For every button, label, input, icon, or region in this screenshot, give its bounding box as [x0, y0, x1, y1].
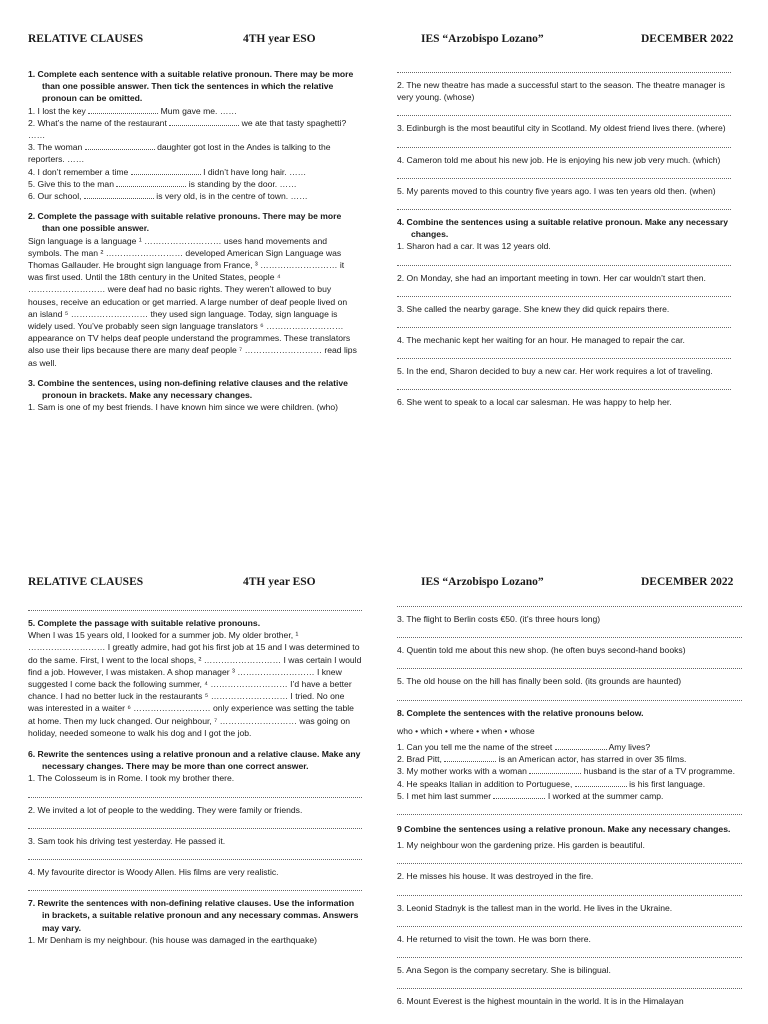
exercise-7-item: 1. Mr Denham is my neighbour. (his house was damaged in the earthquake)	[28, 934, 318, 945]
exercise-6-item: 4. My favourite director is Woody Allen. His films are very realistic.	[28, 867, 279, 878]
exercise-1-item: 5. Give this to the man is standing by the door. ……	[28, 178, 297, 189]
exercise-6-title: 6. Rewrite the sentences using a relative pronoun and a relative clause. Make any necessary changes. There may be more than one correct answer.	[28, 749, 361, 772]
answer-line	[397, 138, 731, 148]
exercise-9-item: 4. He returned to visit the town. He was born there.	[397, 933, 591, 944]
exercise-6-item: 1. The Colosseum is in Rome. I took my brother there.	[28, 773, 235, 784]
answer-line	[28, 788, 362, 798]
exercise-8-item: 5. I met him last summer I worked at the summer camp.	[397, 790, 664, 801]
answer-line	[397, 349, 731, 359]
school-name: IES “Arzobispo Lozano”	[421, 33, 544, 45]
exercise-4-item: 4. The mechanic kept her waiting for an hour. He managed to repair the car.	[397, 335, 685, 346]
worksheet-date: DECEMBER 2022	[641, 576, 734, 588]
exercise-1-item: 3. The woman daughter got lost in the Andes is talking to the reporters. ……	[28, 142, 331, 165]
exercise-2-passage: Sign language is a language ¹ ……………………… uses hand movements and symbols. The man ² ……………………… developed American Sign Language was Thomas Gallauder. He brought sign language from France, ³ ……………………… it was first used. Until the 18th century in the United States, people ⁴ ……………………… were deaf had no basic rights. They weren’t allowed to buy houses, receive an education or get married. A large number of deaf people lived on an island ⁵ ……………………… they used sign language. Today, sign language is widely used. You’ve probably seen sign language translators ⁶ ……………………… appearance on TV helps deaf people understand the programmes. These translators also use their lips because there are many deaf people ⁷ ……………………… read lips as well.	[28, 235, 357, 368]
exercise-1-item: 2. What’s the name of the restaurant we ate that tasty spaghetti? ……	[28, 117, 347, 141]
exercise-4-item: 5. In the end, Sharon decided to buy a new car. Her work requires a lot of traveling.	[397, 366, 713, 377]
exercise-8-item: 1. Can you tell me the name of the street Amy lives?	[397, 742, 651, 753]
answer-line	[397, 597, 742, 607]
exercise-6-item: 2. We invited a lot of people to the wedding. They were family or friends.	[28, 804, 303, 815]
exercise-9-item: 5. Ana Segon is the company secretary. She is bilingual.	[397, 965, 611, 976]
answer-line	[397, 659, 742, 669]
exercise-9-item: 6. Mount Everest is the highest mountain in the world. It is in the Himalayan	[397, 996, 684, 1007]
exercise-7-item: 5. The old house on the hill has finally been sold. (its grounds are haunted)	[397, 676, 682, 687]
exercise-1-title: 1. Complete each sentence with a suitable relative pronoun. There may be more than one possible answer. Then tick the sentences in which the relative pronoun can be omitted.	[28, 69, 354, 104]
answer-line	[397, 200, 731, 210]
top-left-column	[28, 62, 358, 413]
exercise-4-item: 3. She called the nearby garage. She knew they did quick repairs there.	[397, 303, 670, 314]
exercise-9-item: 1. My neighbour won the gardening prize. His garden is beautiful.	[397, 840, 645, 851]
exercise-8-item: 4. He speaks Italian in addition to Portuguese, is his first language.	[397, 778, 706, 789]
exercise-1-item: 6. Our school, is very old, is in the centre of town. ……	[28, 191, 308, 202]
exercise-3-item: 3. Edinburgh is the most beautiful city in Scotland. My oldest friend lives there. (where)	[397, 123, 726, 134]
answer-line	[28, 601, 362, 611]
answer-line	[397, 979, 742, 989]
exercise-7-item: 3. The flight to Berlin costs €50. (it’s three hours long)	[397, 614, 601, 624]
worksheet-title: RELATIVE CLAUSES	[28, 33, 144, 45]
answer-line	[397, 628, 742, 638]
exercise-9-title: 9 Combine the sentences using a relative pronoun. Make any necessary changes.	[397, 824, 731, 835]
exercise-2-title: 2. Complete the passage with suitable relative pronouns. There may be more than one possible answer.	[28, 211, 342, 234]
exercise-8-word-bank: who • which • where • when • whose	[397, 725, 535, 736]
answer-line	[397, 805, 742, 815]
exercise-4-item: 6. She went to speak to a local car salesman. He was happy to help her.	[397, 397, 672, 408]
worksheet-title: RELATIVE CLAUSES	[28, 576, 144, 588]
answer-line	[397, 886, 742, 896]
answer-line	[397, 169, 731, 179]
top-right-column	[397, 60, 731, 409]
exercise-3-item: 2. The new theatre has made a successful start to the season. The theatre manager is very young. (whose)	[397, 80, 725, 103]
exercise-3-title: 3. Combine the sentences, using non-defining relative clauses and the relative pronoun in brackets. Make any necessary changes.	[28, 377, 348, 401]
answer-line	[397, 318, 731, 328]
course-year: 4TH year ESO	[243, 576, 316, 588]
answer-line	[397, 948, 742, 958]
exercise-8-title: 8. Complete the sentences with the relative pronouns below.	[397, 707, 644, 718]
answer-line	[397, 63, 731, 73]
answer-line	[397, 917, 742, 927]
exercise-3-item: 1. Sam is one of my best friends. I have known him since we were children. (who)	[28, 402, 338, 413]
exercise-1-item: 4. I don’t remember a time I didn’t have long hair. ……	[28, 166, 307, 177]
exercise-3-item: 5. My parents moved to this country five years ago. I was ten years old then. (when)	[397, 185, 716, 196]
answer-line	[397, 380, 731, 390]
exercise-4-item: 2. On Monday, she had an important meeting in town. Her car wouldn’t start then.	[397, 272, 706, 283]
exercise-3-item: 4. Cameron told me about his new job. He is enjoying his new job very much. (which)	[397, 154, 721, 165]
answer-line	[397, 691, 742, 701]
answer-line	[28, 819, 362, 829]
answer-line	[397, 106, 731, 116]
answer-line	[28, 850, 362, 860]
answer-line	[28, 881, 362, 891]
exercise-5-passage: When I was 15 years old, I looked for a summer job. My older brother, ¹ ……………………… I greatly admire, had got his first job at 15 and I was determined to do the same. First, I went to the local shops, ² ……………………… I was certain I would find a job. However, I was mistaken. A shop manager ³ ……………………… I knew suggested I come back the following summer, ⁴ ……………………… I’d have a better chance. I had no better luck in the restaurants ⁵ ……………………… I tried. No one was interested in a waiter ⁶ ……………………… only experience was setting the table at home. Then my luck changed. Our neighbour, ⁷ ……………………… was going on holiday, needed someone to walk his dog and I got the job.	[28, 630, 362, 738]
exercise-9-item: 3. Leonid Stadnyk is the tallest man in the world. He lives in the Ukraine.	[397, 902, 673, 913]
exercise-7-title: 7. Rewrite the sentences with non-defining relative clauses. Use the information in brackets, a suitable relative pronoun and any necessary commas. Answers may vary.	[28, 898, 359, 933]
exercise-6-item: 3. Sam took his driving test yesterday. He passed it.	[28, 835, 226, 846]
exercise-5-title: 5. Complete the passage with suitable relative pronouns.	[28, 618, 261, 628]
exercise-4-title: 4. Combine the sentences using a suitable relative pronoun. Make any necessary changes.	[397, 217, 728, 240]
exercise-4-item: 1. Sharon had a car. It was 12 years old.	[397, 241, 551, 252]
answer-line	[397, 854, 742, 864]
exercise-9-item: 2. He misses his house. It was destroyed in the fire.	[397, 871, 594, 882]
answer-line	[397, 256, 731, 266]
exercise-1-item: 1. I lost the key Mum gave me. ……	[28, 105, 238, 116]
worksheet-date: DECEMBER 2022	[641, 33, 734, 45]
exercise-8-item: 2. Brad Pitt, is an American actor, has starred in over 35 films.	[397, 754, 687, 765]
exercise-7-item: 4. Quentin told me about this new shop. (he often buys second-hand books)	[397, 645, 686, 656]
course-year: 4TH year ESO	[243, 33, 316, 45]
exercise-8-item: 3. My mother works with a woman husband is the star of a TV programme.	[397, 766, 735, 777]
school-name: IES “Arzobispo Lozano”	[421, 576, 544, 588]
bottom-right-column	[397, 597, 742, 1007]
bottom-left-column	[28, 598, 362, 946]
answer-line	[397, 287, 731, 297]
